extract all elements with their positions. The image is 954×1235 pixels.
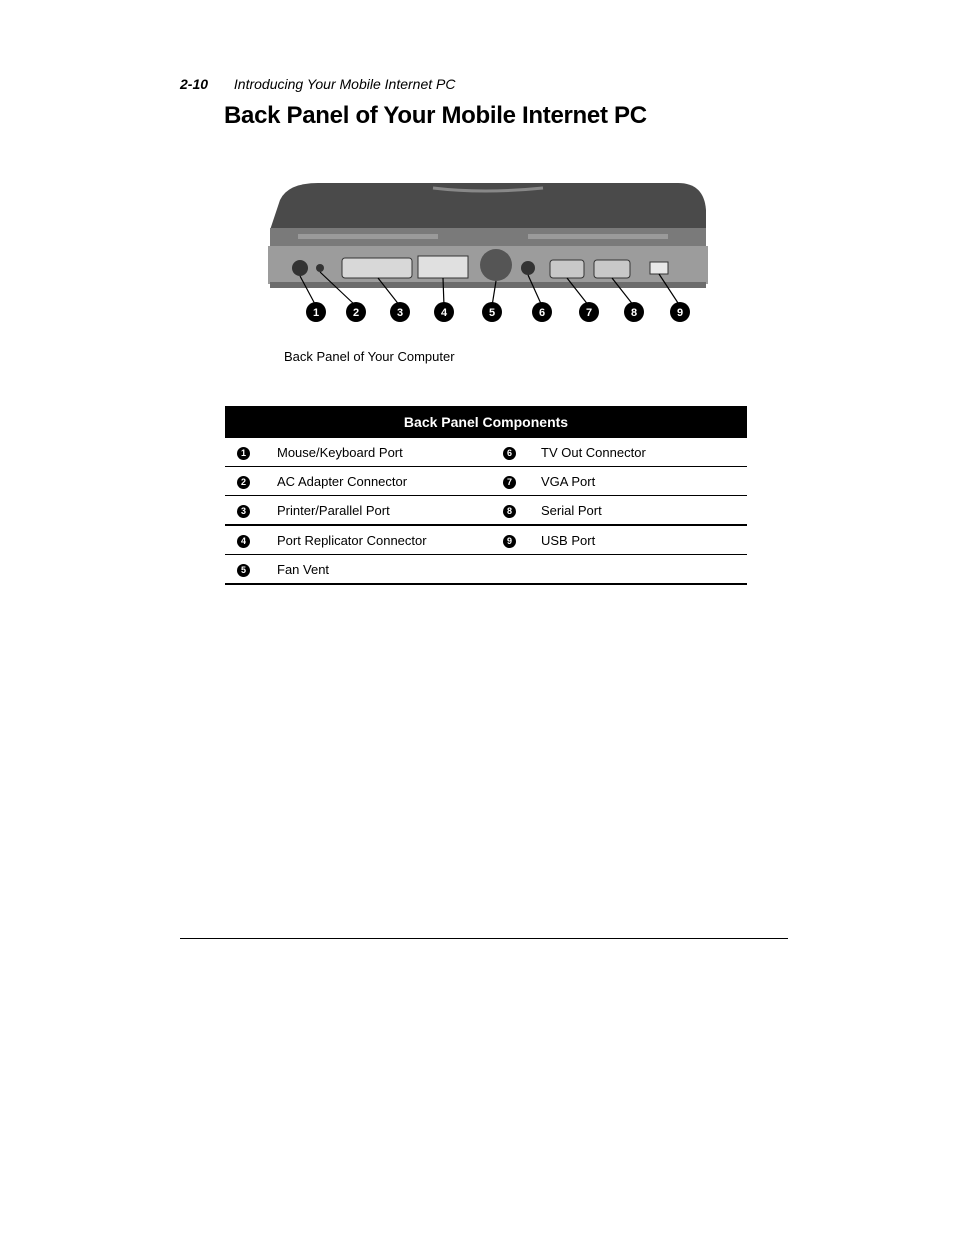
row-number-cell bbox=[497, 467, 541, 496]
back-panel-figure bbox=[258, 180, 714, 330]
callout-1 bbox=[306, 302, 326, 322]
callout-1-label: 1 bbox=[312, 307, 320, 319]
figure-caption: Back Panel of Your Computer bbox=[284, 349, 455, 364]
row-number-cell bbox=[225, 467, 277, 496]
component-label-empty bbox=[541, 555, 747, 585]
component-label: VGA Port bbox=[541, 467, 747, 496]
callout-2 bbox=[346, 302, 366, 322]
callout-8-label: 8 bbox=[630, 307, 638, 319]
callout-number: 3 bbox=[237, 505, 250, 518]
component-label: TV Out Connector bbox=[541, 438, 747, 467]
callout-number: 6 bbox=[503, 447, 516, 460]
table-header-row bbox=[225, 406, 747, 438]
callout-7 bbox=[579, 302, 599, 322]
component-label: Port Replicator Connector bbox=[277, 525, 497, 555]
component-label: Serial Port bbox=[541, 496, 747, 526]
callout-3 bbox=[390, 302, 410, 322]
component-label: Fan Vent bbox=[277, 555, 497, 585]
callout-number: 4 bbox=[237, 535, 250, 548]
running-header bbox=[180, 76, 455, 92]
chapter-title: Introducing Your Mobile Internet PC bbox=[233, 76, 456, 92]
row-number-cell bbox=[497, 525, 541, 555]
callout-7-label: 7 bbox=[585, 307, 593, 319]
row-number-cell bbox=[497, 438, 541, 467]
row-number-cell bbox=[225, 438, 277, 467]
callout-5 bbox=[482, 302, 502, 322]
component-label: USB Port bbox=[541, 525, 747, 555]
callout-6 bbox=[532, 302, 552, 322]
callout-number: 9 bbox=[503, 535, 516, 548]
component-label: Printer/Parallel Port bbox=[277, 496, 497, 526]
table-row bbox=[225, 555, 747, 585]
row-number-cell-empty bbox=[497, 555, 541, 585]
callout-number: 7 bbox=[503, 476, 516, 489]
table-row bbox=[225, 438, 747, 467]
callout-4 bbox=[434, 302, 454, 322]
callout-6-label: 6 bbox=[538, 307, 546, 319]
callout-4-label: 4 bbox=[440, 307, 448, 319]
table-row bbox=[225, 496, 747, 526]
footer-rule bbox=[180, 938, 788, 939]
row-number-cell bbox=[225, 525, 277, 555]
callout-5-label: 5 bbox=[488, 307, 496, 319]
callout-8 bbox=[624, 302, 644, 322]
components-table bbox=[225, 406, 747, 585]
laptop-back-illustration bbox=[258, 180, 714, 330]
callout-2-label: 2 bbox=[352, 307, 360, 319]
callout-number: 5 bbox=[237, 564, 250, 577]
component-label: Mouse/Keyboard Port bbox=[277, 438, 497, 467]
component-label: AC Adapter Connector bbox=[277, 467, 497, 496]
section-title: Back Panel of Your Mobile Internet PC bbox=[224, 102, 647, 129]
callout-9 bbox=[670, 302, 690, 322]
callout-3-label: 3 bbox=[396, 307, 404, 319]
callout-number: 8 bbox=[503, 505, 516, 518]
row-number-cell bbox=[225, 496, 277, 526]
callout-number: 2 bbox=[237, 476, 250, 489]
row-number-cell bbox=[497, 496, 541, 526]
table-row bbox=[225, 525, 747, 555]
table-row bbox=[225, 467, 747, 496]
table-header: Back Panel Components bbox=[225, 406, 747, 438]
row-number-cell bbox=[225, 555, 277, 585]
page-number: 2-10 bbox=[180, 76, 209, 92]
callout-number: 1 bbox=[237, 447, 250, 460]
callout-9-label: 9 bbox=[676, 307, 684, 319]
